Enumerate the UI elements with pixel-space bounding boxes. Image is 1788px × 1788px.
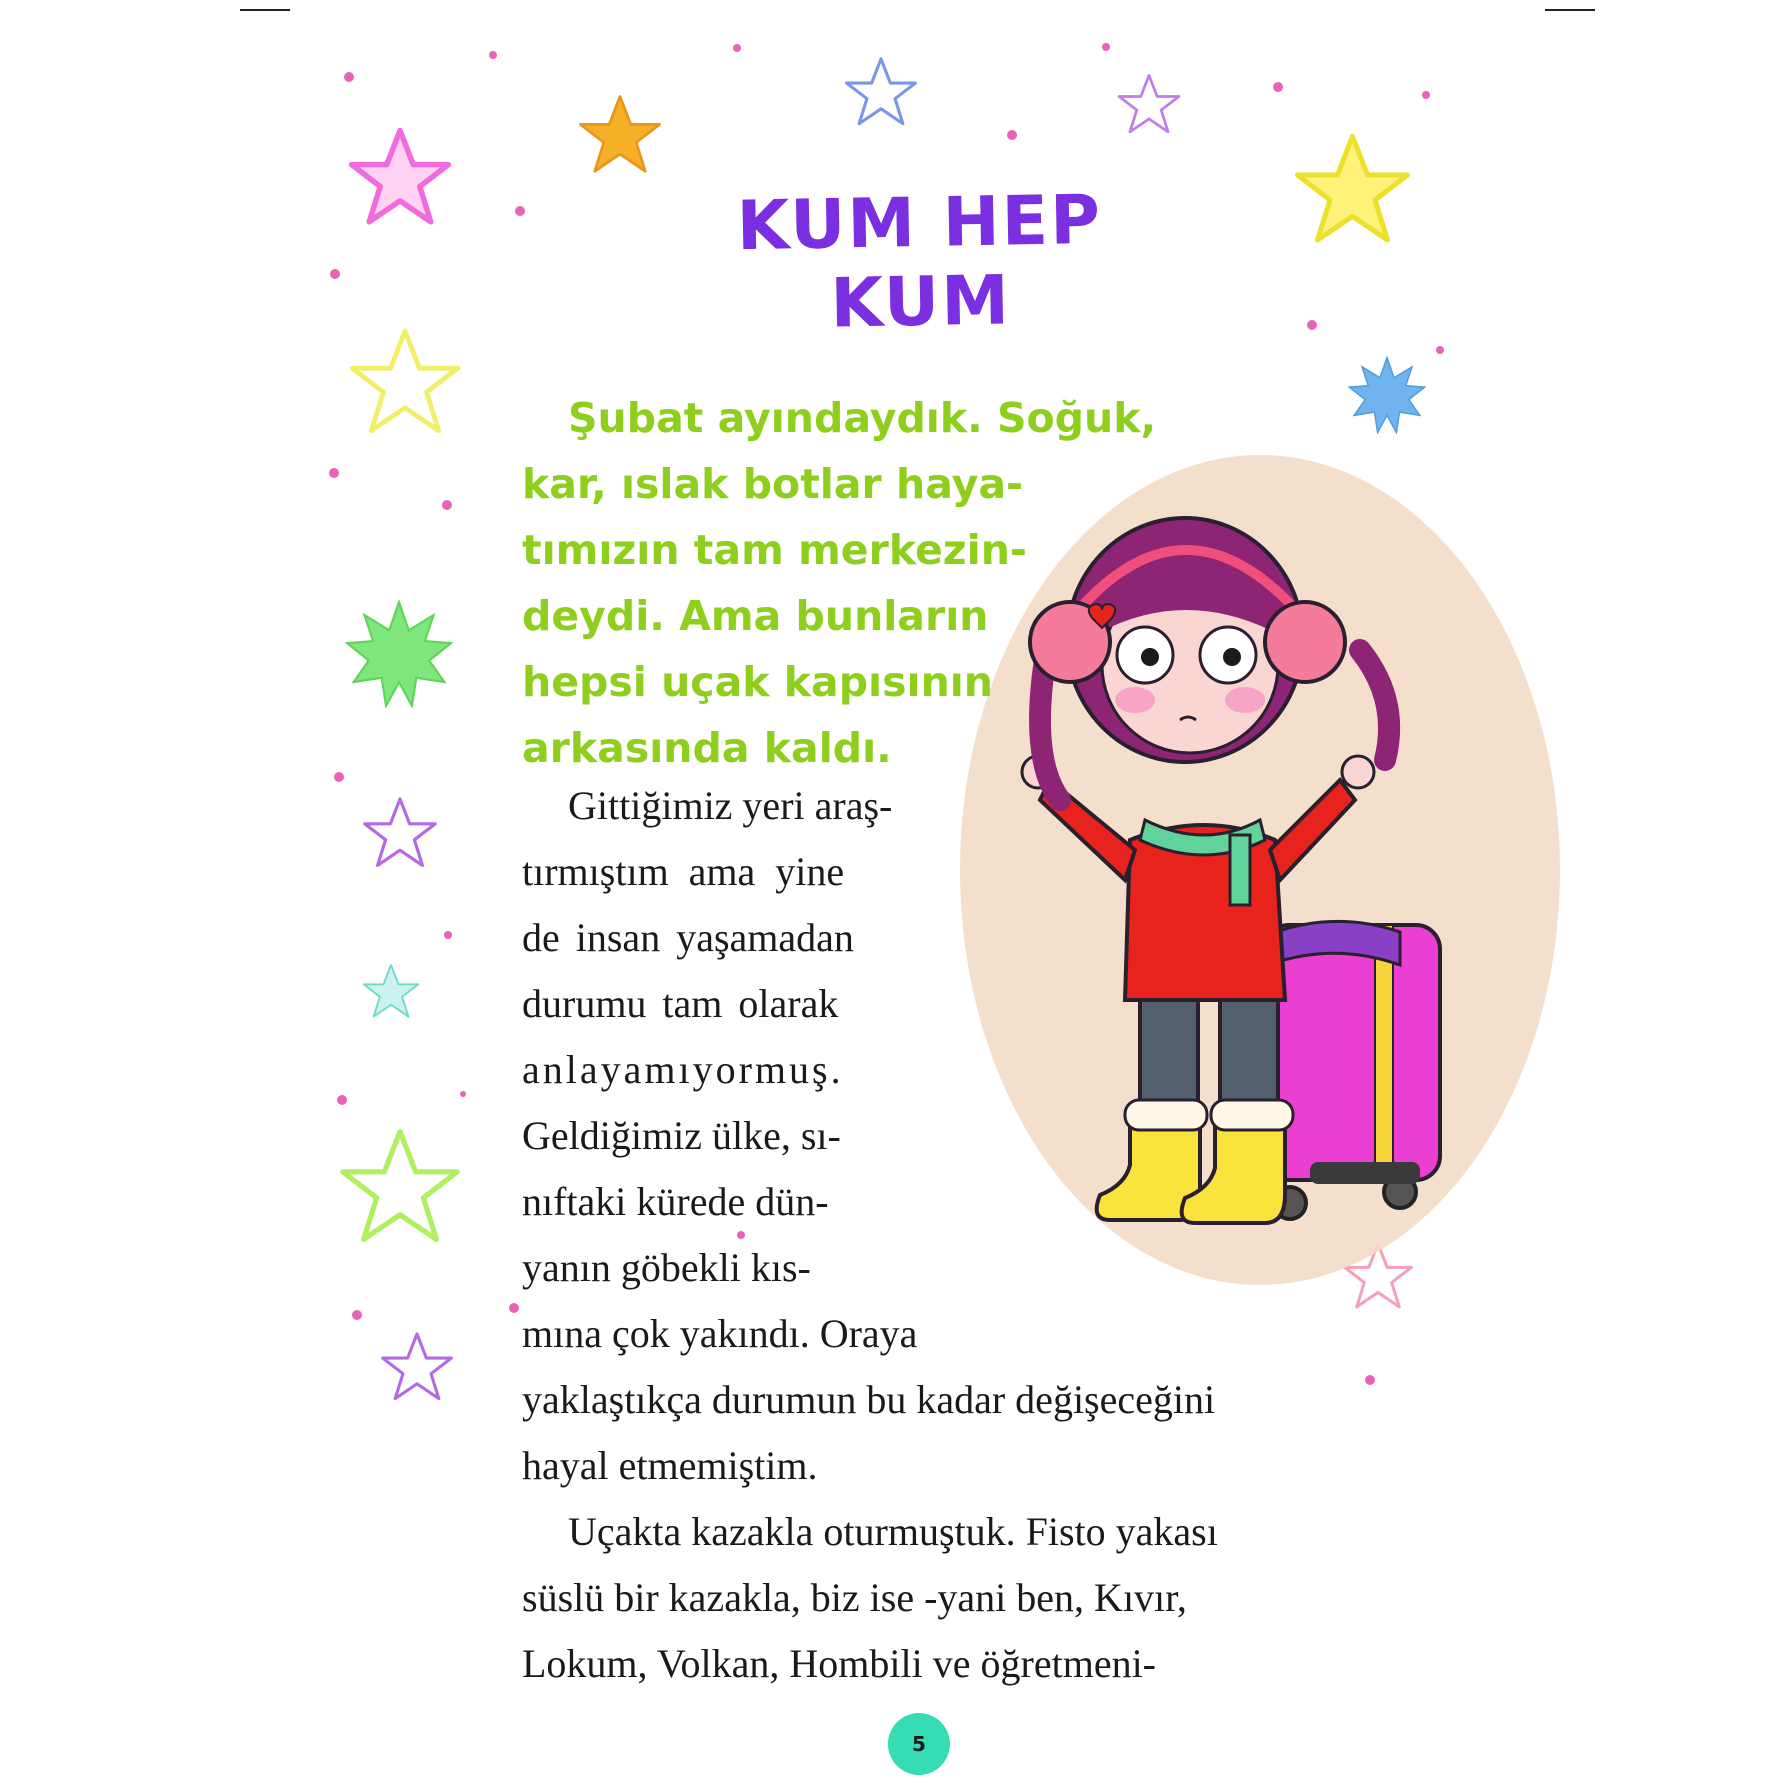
intro-paragraph — [522, 385, 1157, 781]
star-icon — [343, 1132, 457, 1240]
text-line: nıftaki kürede dün- — [522, 1179, 829, 1224]
text-line: deydi. Ama bunların — [522, 592, 989, 640]
text-line: yanın göbekli kıs- — [522, 1245, 811, 1290]
burst-star-icon — [347, 602, 451, 706]
text-line: durumu tam olarak — [522, 981, 839, 1026]
text-line: kar, ıslak botlar haya- — [522, 460, 1024, 508]
text-line: yaklaştıkça durumun bu kadar değişeceğini — [522, 1377, 1216, 1422]
body-paragraph-wide — [522, 1367, 1322, 1697]
text-line: arkasında kaldı. — [522, 724, 892, 772]
text-line: Şubat ayındaydık. Soğuk, — [568, 394, 1157, 442]
text-line: tımızın tam merkezin- — [522, 526, 1027, 574]
text-line: anlayamıyormuş. — [522, 1047, 844, 1092]
body-paragraph-narrow — [522, 773, 942, 1367]
star-icon — [1298, 136, 1408, 240]
star-icon — [365, 799, 435, 865]
page-number-badge: 5 — [888, 1713, 950, 1775]
text-line: Lokum, Volkan, Hombili ve öğretmeni- — [522, 1641, 1157, 1686]
text-line: mına çok yakındı. Oraya — [522, 1311, 918, 1356]
chapter-title: KUM HEP KUM — [736, 180, 1103, 344]
text-line: tırmıştım ama yine — [522, 849, 845, 894]
star-icon — [383, 1334, 452, 1399]
star-icon — [1119, 75, 1179, 131]
text-line: hepsi uçak kapısının — [522, 658, 993, 706]
star-icon — [580, 97, 659, 172]
text-line: hayal etmemiştim. — [522, 1443, 818, 1488]
star-icon — [364, 965, 419, 1016]
text-line: süslü bir kazakla, biz ise -yani ben, Kıvır, — [522, 1575, 1187, 1620]
text-line: Uçakta kazakla oturmuştuk. Fisto yakası — [568, 1509, 1218, 1554]
star-icon — [352, 331, 458, 431]
star-icon — [352, 131, 449, 222]
text-line: Geldiğimiz ülke, sı- — [522, 1113, 841, 1158]
text-line: Gittiğimiz yeri araş- — [568, 783, 893, 828]
star-icon — [847, 59, 916, 124]
text-line: de insan yaşamadan — [522, 915, 854, 960]
